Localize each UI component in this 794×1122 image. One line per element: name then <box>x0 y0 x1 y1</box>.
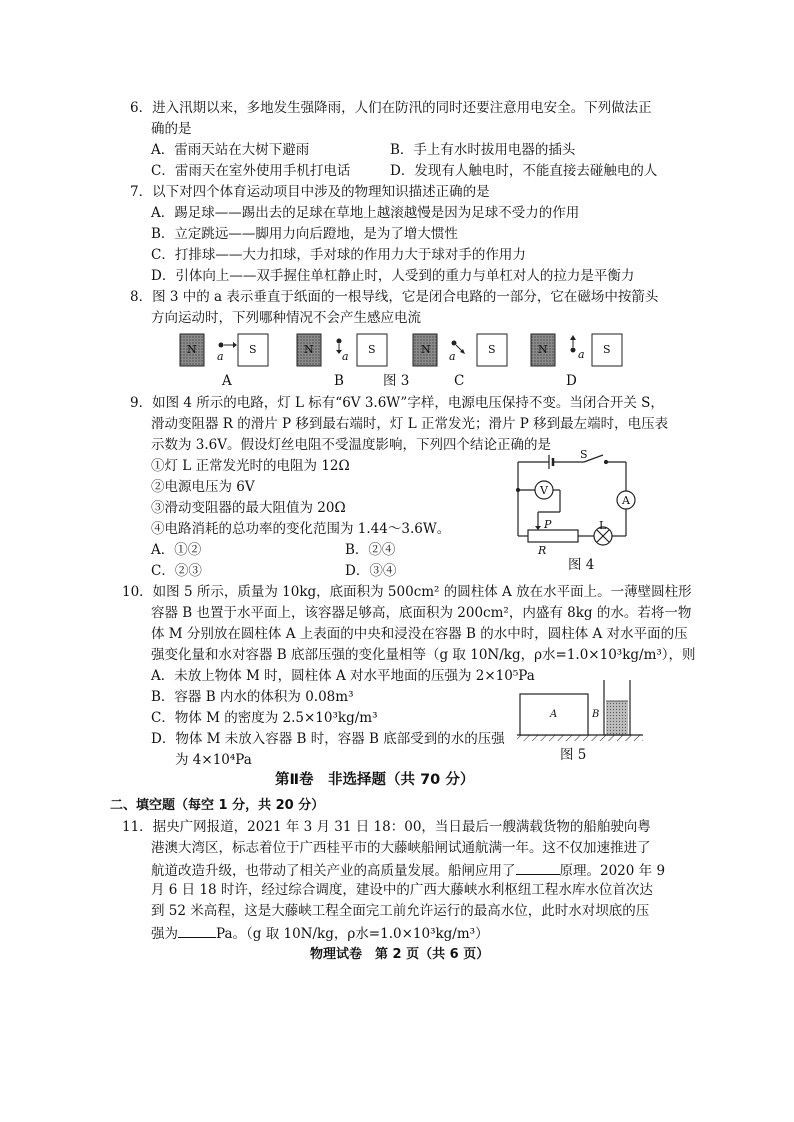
q10-option-b: B．容器 B 内水的体积为 0.08m³ <box>151 689 354 705</box>
q9-statement-2: ②电源电压为 6V <box>151 479 255 495</box>
wire-d-label: a <box>578 348 585 361</box>
q10-option-c: C．物体 M 的密度为 2.5×10³kg/m³ <box>151 710 378 726</box>
q7-option-d: D．引体向上——双手握住单杠静止时，人受到的重力与单杠对人的拉力是平衡力 <box>151 268 635 284</box>
q11-line3 <box>151 860 665 880</box>
wire-b-label: a <box>342 350 349 363</box>
lamp-l-label: L <box>599 519 607 532</box>
q9-option-c: C．②③ <box>151 563 202 579</box>
q10-stem-line3: 体 M 分别放在圆柱体 A 上表面的中央和浸没在容器 B 的水中时，圆柱体 A 对水平面的压 <box>151 626 688 642</box>
container-b-water <box>606 701 628 735</box>
q11-line5: 到 52 米高程，这是大藤峡工程全面完工前允许运行的最高水位，此时水对坝底的压 <box>151 903 650 919</box>
q11-answer-blank-2[interactable] <box>178 923 216 938</box>
fig3-label-c: C <box>454 373 465 389</box>
wire-c-label: a <box>449 350 456 363</box>
q9-statement-3: ③滑动变阻器的最大阻值为 20Ω <box>151 500 346 516</box>
voltmeter-icon: V <box>540 484 548 497</box>
q6-option-d: D．发现有人触电时，不能直接去碰触电的人 <box>390 163 658 179</box>
q11-answer-blank-1[interactable] <box>516 860 560 875</box>
part-heading: 二、填空题（每空 1 分，共 20 分） <box>110 798 325 813</box>
q10-option-a: A．未放上物体 M 时，圆柱体 A 对水平地面的压强为 2×10⁵Pa <box>151 668 535 684</box>
container-b-label: B <box>592 709 600 720</box>
q9-stem-line2: 滑动变阻器 R 的滑片 P 移到最右端时，灯 L 正常发光；滑片 P 移到最左端时，电压表 <box>151 416 669 432</box>
q6-option-a: A．雷雨天站在大树下避雨 <box>151 142 310 158</box>
fig3-label-d: D <box>566 373 577 389</box>
magnet-b-s-label: S <box>368 343 376 356</box>
magnet-b-n-label: N <box>304 343 314 356</box>
q7-option-c: C．打排球——大力扣球，手对球的作用力大于球对手的作用力 <box>151 247 526 263</box>
q9-statement-4: ④电路消耗的总功率的变化范围为 1.44～3.6W。 <box>151 521 451 537</box>
q9-option-a: A．①② <box>151 542 202 558</box>
q8-stem-line1: 8．图 3 中的 a 表示垂直于纸面的一根导线，它是闭合电路的一部分，它在磁场中按箭头 <box>130 289 659 305</box>
fig4-caption: 图 4 <box>568 557 595 573</box>
q11-line1: 11．据央广网报道，2021 年 3 月 31 日 18：00，当日最后一艘满载货物的船舶驶向粤 <box>122 819 651 835</box>
circuit-switch-label: S <box>580 448 588 461</box>
q7-option-b: B．立定跳远——脚用力向后蹬地，是为了增大惯性 <box>151 226 458 242</box>
section-heading: 第Ⅱ卷 非选择题（共 70 分） <box>275 772 475 788</box>
magnet-d-n-label: N <box>538 343 548 356</box>
q6-option-c: C．雷雨天在室外使用手机打电话 <box>151 163 351 179</box>
magnet-d-s-label: S <box>603 343 611 356</box>
fig3-label-a: A <box>222 373 232 389</box>
q11-line3-text-a: 航道改造升级，也带动了相关产业的高质量发展。船闸应用了 <box>151 863 516 879</box>
rheostat-r-label: R <box>538 544 547 557</box>
wire-a-label: a <box>217 350 224 363</box>
q7-stem: 7．以下对四个体育运动项目中涉及的物理知识描述正确的是 <box>130 184 490 200</box>
q10-stem-line1: 10．如图 5 所示，质量为 10kg，底面积为 500cm² 的圆柱体 A 放在水平面上。一薄壁圆柱形 <box>122 584 692 600</box>
q6-option-b: B．手上有水时拔用电器的插头 <box>390 142 576 158</box>
q11-line3-text-b: 原理。2020 年 9 <box>559 863 666 879</box>
q11-line6 <box>151 923 489 943</box>
magnet-c-n-label: N <box>421 343 431 356</box>
magnet-c-s-label: S <box>488 343 496 356</box>
q11-line6-text-b: Pa。（g 取 10N/kg，ρ水=1.0×10³kg/m³） <box>216 926 489 942</box>
q10-option-d-line2: 为 4×10⁴Pa <box>175 752 252 768</box>
cylinder-a-label: A <box>550 709 558 720</box>
q9-stem-line1: 9．如图 4 所示的电路，灯 L 标有“6V 3.6W”字样，电源电压保持不变。当闭合开关 S， <box>130 395 664 411</box>
q8-stem-line2: 方向运动时，下列哪种情况不会产生感应电流 <box>151 310 421 326</box>
page-footer: 物理试卷 第 2 页（共 6 页） <box>310 947 490 962</box>
q10-stem-line4: 强变化量和水对容器 B 底部压强的变化量相等（g 取 10N/kg，ρ水=1.0×10³kg/m³），则 <box>151 647 696 663</box>
q10-stem-line2: 容器 B 也置于水平面上，该容器足够高，底面积为 200cm²，内盛有 8kg 的水。若将一物 <box>151 605 692 621</box>
q9-option-d: D．③④ <box>345 563 397 579</box>
q11-line6-text-a: 强为 <box>151 926 178 942</box>
q10-option-d-line1: D．物体 M 未放入容器 B 时，容器 B 底部受到的水的压强 <box>151 731 505 747</box>
ammeter-icon: A <box>622 494 630 507</box>
magnet-a-s-label: S <box>249 343 257 356</box>
q11-line2: 港澳大湾区，标志着位于广西桂平市的大藤峡船闸试通航满一年。这不仅加速推进了 <box>151 840 651 856</box>
q6-stem-line2: 确的是 <box>151 121 192 137</box>
slider-p-label: P <box>544 518 552 531</box>
q6-stem-line1: 6．进入汛期以来，多地发生强降雨，人们在防汛的同时还要注意用电安全。下列做法正 <box>130 100 652 116</box>
fig3-caption: 图 3 <box>383 373 410 389</box>
q11-line4: 月 6 日 18 时许，经过综合调度，建设中的广西大藤峡水利枢纽工程水库水位首次达 <box>151 882 653 898</box>
q9-statement-1: ①灯 L 正常发光时的电阻为 12Ω <box>151 458 350 474</box>
q9-option-b: B．②④ <box>345 542 396 558</box>
magnet-a-n-label: N <box>187 343 197 356</box>
q7-option-a: A．踢足球——踢出去的足球在草地上越滚越慢是因为足球不受力的作用 <box>151 205 580 221</box>
q9-stem-line3: 示数为 3.6V。假设灯丝电阻不受温度影响，下列四个结论正确的是 <box>151 437 552 453</box>
fig5-caption: 图 5 <box>560 747 587 763</box>
fig3-label-b: B <box>334 373 344 389</box>
